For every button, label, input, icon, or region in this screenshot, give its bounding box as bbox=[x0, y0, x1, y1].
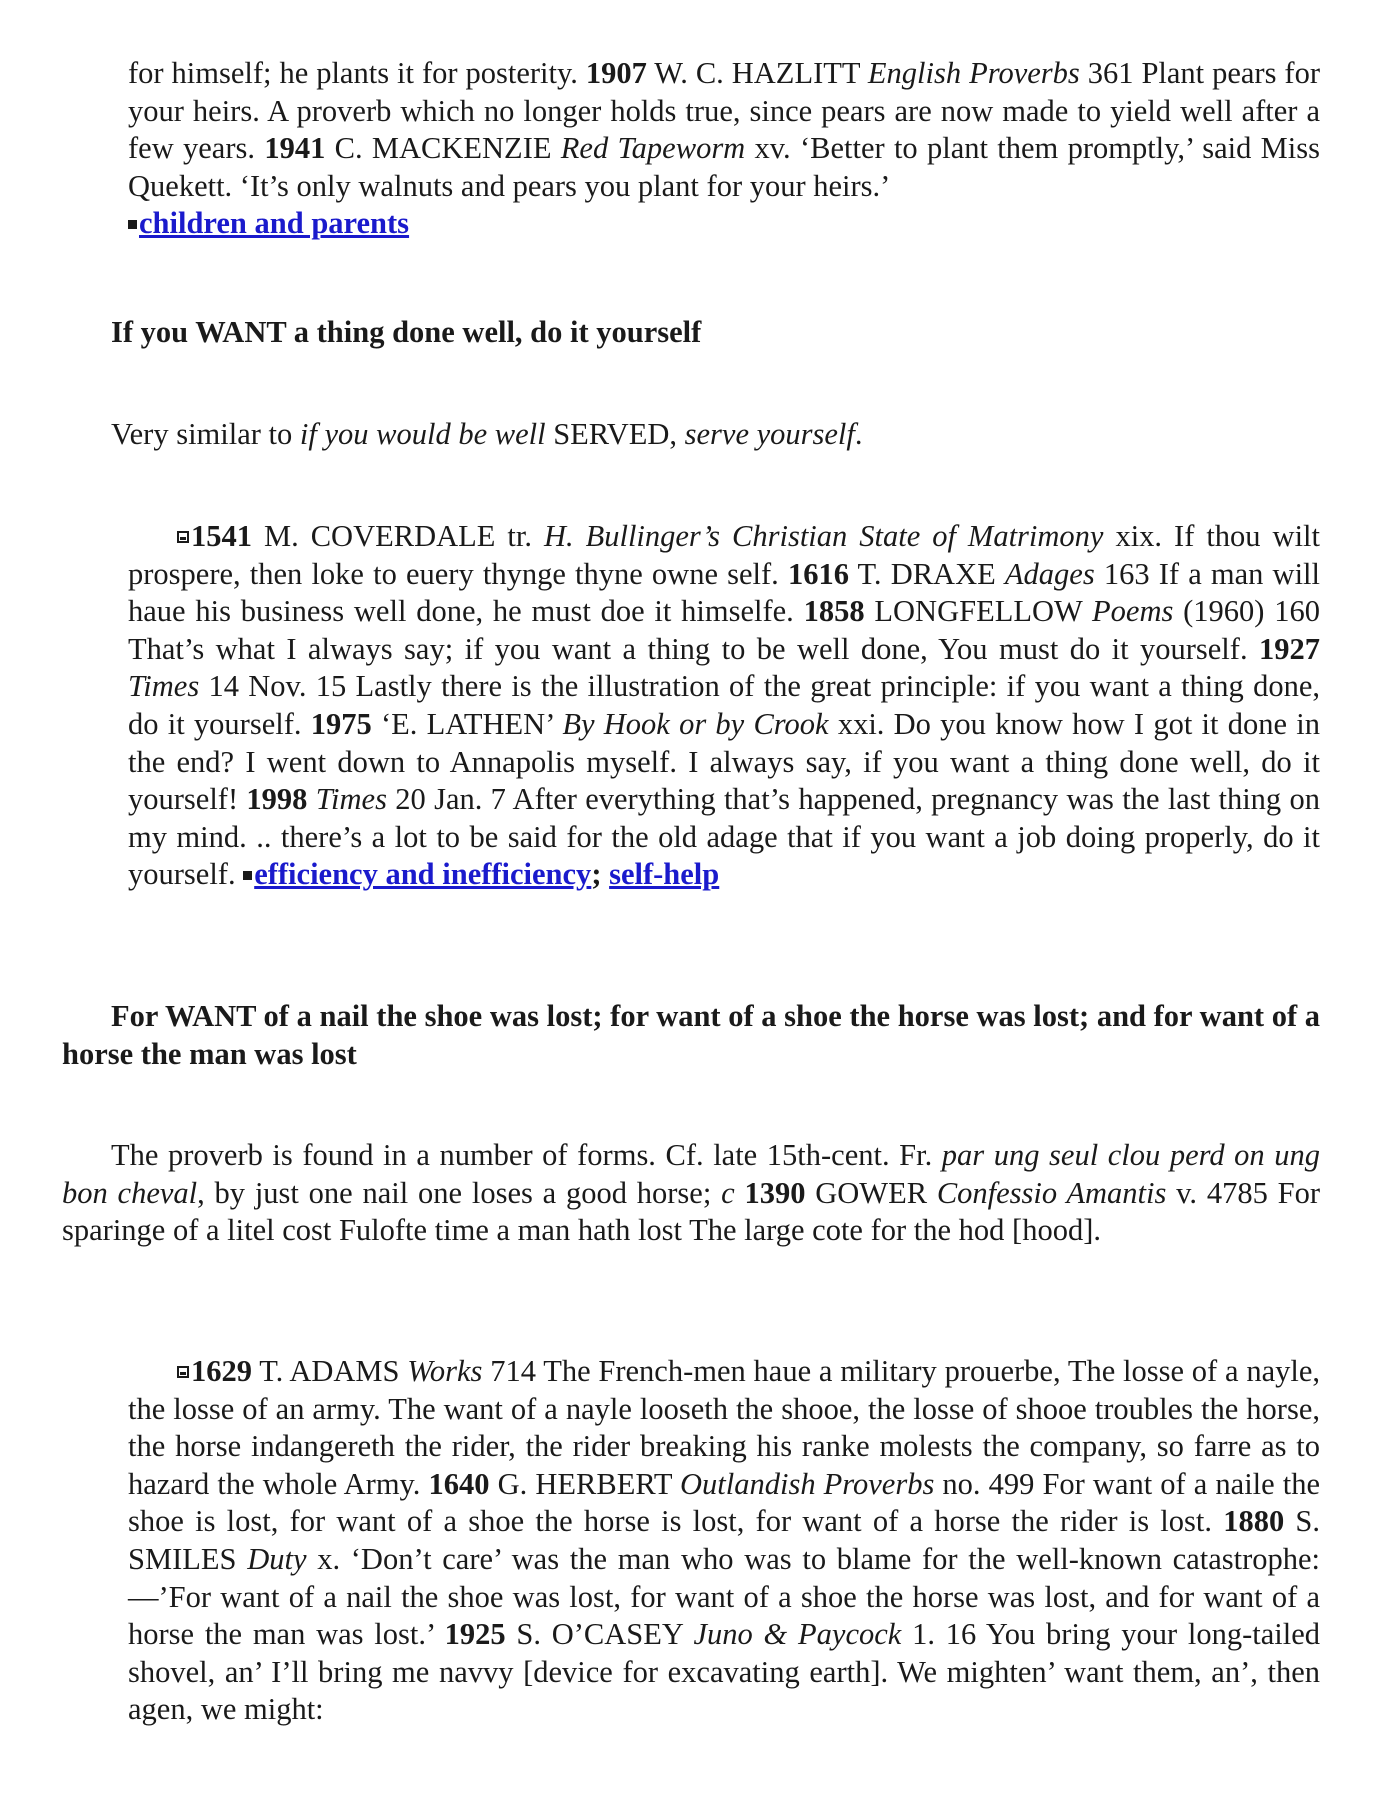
work-title: Adages bbox=[1004, 556, 1095, 591]
year: 1616 bbox=[787, 556, 849, 591]
link-children-and-parents[interactable]: children and parents bbox=[139, 206, 410, 241]
work-title: Red Tapeworm bbox=[560, 131, 746, 166]
year: 1390 bbox=[744, 1175, 806, 1210]
year: 1927 bbox=[1259, 631, 1320, 666]
work-title: English Proverbs bbox=[867, 56, 1080, 90]
work-title: Works bbox=[407, 1354, 483, 1388]
link-efficiency-and-inefficiency[interactable]: efficiency and inefficiency bbox=[254, 857, 592, 892]
year: 1925 bbox=[444, 1617, 506, 1652]
note-want-nail: The proverb is found in a number of forms. Cf. late 15th-cent. Fr. par ung seul clou perd on ung bon cheval, by just one nail one loses a good horse; c 1390 GOWER Confessio Amantis v. 4785 For sparinge of a litel cost Fulofte time a man hath lost The large cote for the hod [hood]. bbox=[62, 1138, 1320, 1248]
quotation-block-want-well: 1541 M. COVERDALE tr. H. Bullinger’s Christian State of Matrimony xix. If thou wilt prospere, then loke to euery thynge thyne owne self. 1616 T. DRAXE Adages 163 If a man will haue his business well done, he must doe it himselfe. 1858 LONGFELLOW Poems (1960) 160 That’s what I always say; if you want a thing to be well done, You must do it yourself. 1927 Times 14 Nov. 15 Lastly there is the illustration of the great principle: if you want a thing done, do it yourself. 1975 ‘E. LATHEN’ By Hook or by Crook xxi. Do you know how I got it done in the end? I went down to Annapolis myself. I always say, if you want a thing done well, do it yourself! 1998 Times 20 Jan. 7 After everything that’s happened, pregnancy was the last thing on my mind. .. there’s a lot to be said for the old adage that if you want a job doing properly, do it yourself. efficiency and inefficiency; self-help bbox=[128, 519, 1321, 892]
year: 1907 bbox=[585, 56, 647, 90]
note-want-well: Very similar to if you would be well SERVED, serve yourself. bbox=[111, 417, 863, 451]
headword-want-well: If you WANT a thing done well, do it yourself bbox=[111, 315, 702, 349]
year: 1975 bbox=[310, 706, 372, 741]
year: 1629 bbox=[191, 1354, 252, 1388]
work-title: Confessio Amantis bbox=[936, 1175, 1167, 1210]
year: 1858 bbox=[803, 594, 865, 629]
work-title: By Hook or by Crook bbox=[562, 706, 829, 741]
year: 1998 bbox=[246, 782, 308, 817]
work-title: H. Bullinger’s Christian State of Matrimony bbox=[543, 519, 1104, 553]
link-self-help[interactable]: self-help bbox=[609, 857, 720, 892]
year: 1541 bbox=[191, 519, 252, 553]
work-title: Times bbox=[128, 669, 200, 704]
work-title: Times bbox=[315, 782, 387, 817]
year: 1640 bbox=[428, 1466, 490, 1501]
headword-want-nail: For WANT of a nail the shoe was lost; for want of a shoe the horse was lost; and for want of a horse the man was lost bbox=[62, 999, 1320, 1071]
quotation-marker-icon bbox=[177, 531, 189, 543]
quotation-block-want-nail: 1629 T. ADAMS Works 714 The French-men haue a military prouerbe, The losse of a nayle, the losse of an army. The want of a nayle looseth the shooe, the losse of shooe troubles the horse, the horse indangereth the rider, the rider breaking his ranke molests the company, so farre as to hazard the whole Army. 1640 G. HERBERT Outlandish Proverbs no. 499 For want of a naile the shoe is lost, for want of a shoe the horse is lost, for want of a horse the rider is lost. 1880 S. SMILES Duty x. ‘Don’t care’ was the man who was to blame for the well-known catastrophe:—’For want of a nail the shoe was lost, for want of a shoe the horse was lost, and for want of a horse the man was lost.’ 1925 S. O’CASEY Juno & Paycock 1. 16 You bring your long-tailed shovel, an’ I’ll bring me navvy [device for excavating earth]. We mighten’ want them, an’, then agen, we might: bbox=[128, 1354, 1321, 1727]
bullet-icon bbox=[243, 871, 252, 880]
quotation-marker-icon bbox=[177, 1366, 189, 1378]
work-title: Duty bbox=[247, 1541, 307, 1576]
year: 1941 bbox=[264, 131, 326, 166]
work-title: Juno & Paycock bbox=[693, 1617, 902, 1652]
work-title: Outlandish Proverbs bbox=[680, 1466, 935, 1501]
year: 1880 bbox=[1223, 1504, 1285, 1539]
work-title: Poems bbox=[1092, 594, 1174, 629]
quotation-block-pears: for himself; he plants it for posterity. 1907 W. C. HAZLITT English Proverbs 361 Plant pears for your heirs. A proverb which no longer holds true, since pears are now made to yield well after a few years. 1941 C. MACKENZIE Red Tapeworm xv. ‘Better to plant them promptly,’ said Miss Quekett. ‘It’s only walnuts and pears you plant for your heirs.’ children and parents bbox=[128, 56, 1321, 241]
bullet-icon bbox=[128, 220, 137, 229]
